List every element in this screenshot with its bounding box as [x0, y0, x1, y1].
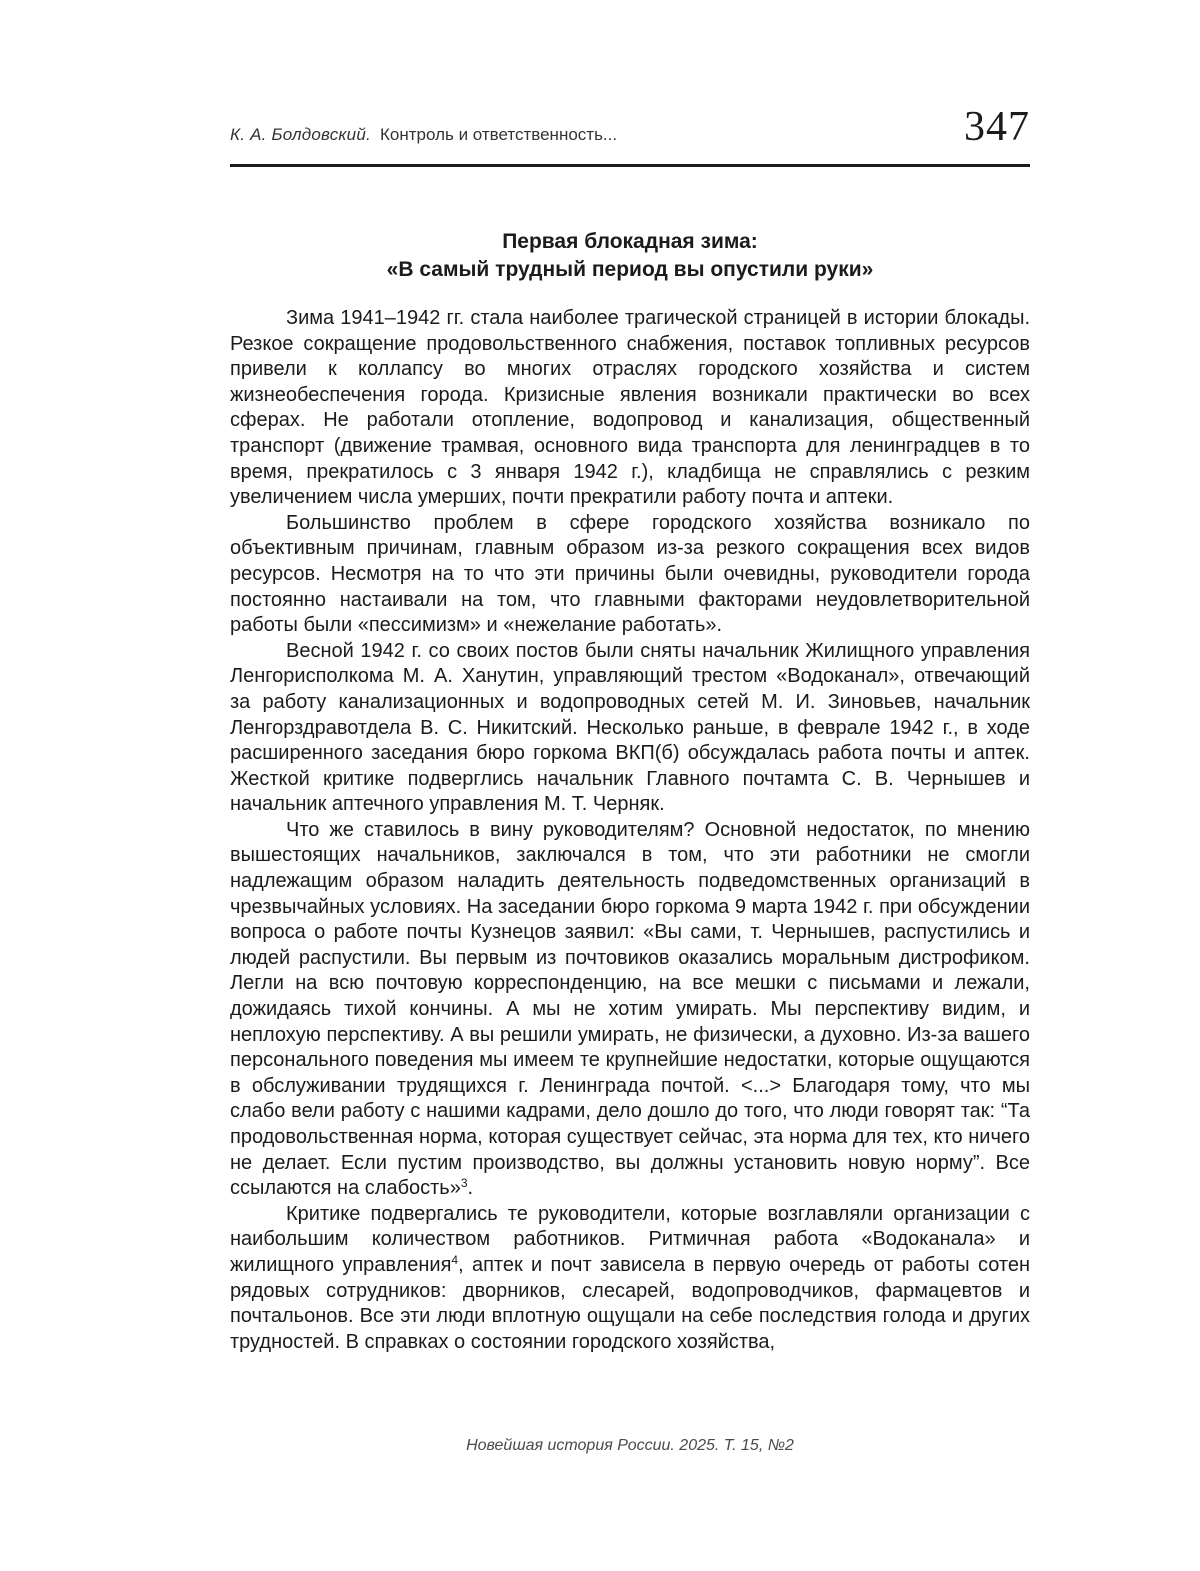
- paragraph-4-text: Что же ставилось в вину руководителям? Основной недостаток, по мнению вышестоящих начальников, заключался в том, что эти работники не смогли надлежащим образом наладить деятельность подведомственных организаций в чрезвычайных условиях. На заседании бюро горкома 9 марта 1942 г. при обсуждении вопроса о работе почты Кузнецов заявил: «Вы сами, т. Чернышев, распустились и людей распустили. Вы первым из почтовиков оказались моральным дистрофиком. Легли на всю почтовую корреспонденцию, на все мешки с письмами и лежали, дожидаясь тихой кончины. А мы не хотим умирать. Мы перспективу видим, и неплохую перспективу. А вы решили умирать, не физически, а духовно. Из-за вашего персонального поведения мы имеем те крупнейшие недостатки, которые ощущаются в обслуживании трудящихся г. Ленинграда почтой. <...> Благодаря тому, что мы слабо вели работу с нашими кадрами, дело дошло до того, что люди говорят так: “Та продовольственная норма, которая существует сейчас, эта норма для тех, кто ничего не делает. Если пустим производство, вы должны установить новую норму”. Все ссылаются на слабость»: [230, 818, 1030, 1200]
- body-text: [230, 306, 1030, 1355]
- paragraph-1: Зима 1941–1942 гг. стала наиболее трагической страницей в истории блокады. Резкое сокращение продовольственного снабжения, поставок топливных ресурсов привели к коллапсу во многих отраслях городского хозяйства и систем жизнеобеспечения города. Кризисные явления возникали практически во всех сферах. Не работали отопление, водопровод и канализация, общественный транспорт (движение трамвая, основного вида транспорта для ленинградцев в то время, прекратилось с 3 января 1942 г.), кладбища не справлялись с резким увеличением числа умерших, почти прекратили работу почта и аптеки.: [230, 307, 1030, 509]
- footnote-ref-4[interactable]: 4: [451, 1252, 459, 1267]
- paragraph-4: [230, 818, 1030, 1202]
- paragraph-4-tail: .: [467, 1177, 474, 1200]
- running-head-author: К. А. Болдовский.: [230, 125, 371, 144]
- paragraph-5: [230, 1202, 1030, 1356]
- section-heading-line-2: «В самый трудный период вы опустили руки»: [386, 258, 874, 281]
- paragraph-3: Весной 1942 г. со своих постов были сняты начальник Жилищного управления Ленгорисполкома М. А. Ханутин, управляющий трестом «Водоканал», отвечающий за работу канализационных и водопроводных сетей М. И. Зиновьев, начальник Ленгорздравотдела В. С. Никитский. Несколько раньше, в феврале 1942 г., в ходе расширенного заседания бюро горкома ВКП(б) обсуждалась работа почты и аптек. Жесткой критике подверглись начальник Главного почтамта С. В. Чернышев и начальник аптечного управления М. Т. Черняк.: [230, 639, 1030, 816]
- document-page: [230, 0, 1030, 1571]
- running-head: [230, 103, 1030, 163]
- paragraph-2: Большинство проблем в сфере городского хозяйства возникало по объективным причинам, главным образом из-за резкого сокращения всех видов ресурсов. Несмотря на то что эти причины были очевидны, руководители города постоянно настаивали на том, что главными факторами неудовлетворительной работы были «пессимизм» и «нежелание работать».: [230, 511, 1030, 637]
- section-heading: [230, 228, 1030, 284]
- footnote-ref-3[interactable]: 3: [460, 1176, 468, 1191]
- header-rule: [230, 164, 1030, 167]
- page-number: 347: [964, 104, 1030, 150]
- paragraph-5-text-before: Критике подвергались те руководители, которые возглавляли организации с наибольшим количеством работников. Ритмичная работа «Водоканала» и жилищного управления: [230, 1202, 1030, 1276]
- running-head-article-title: Контроль и ответственность...: [380, 125, 618, 144]
- paragraph-5-text-after: , аптек и почт зависела в первую очередь от работы сотен рядовых сотрудников: дворников, слесарей, водопроводчиков, фармацевтов и почтальонов. Все эти люди вплотную ощущали на себе последствия голода и других трудностей. В справках о состоянии городского хозяйства,: [230, 1253, 1030, 1353]
- journal-footer: Новейшая история России. 2025. Т. 15, №2: [466, 1437, 794, 1454]
- section-heading-line-1: Первая блокадная зима:: [502, 230, 758, 253]
